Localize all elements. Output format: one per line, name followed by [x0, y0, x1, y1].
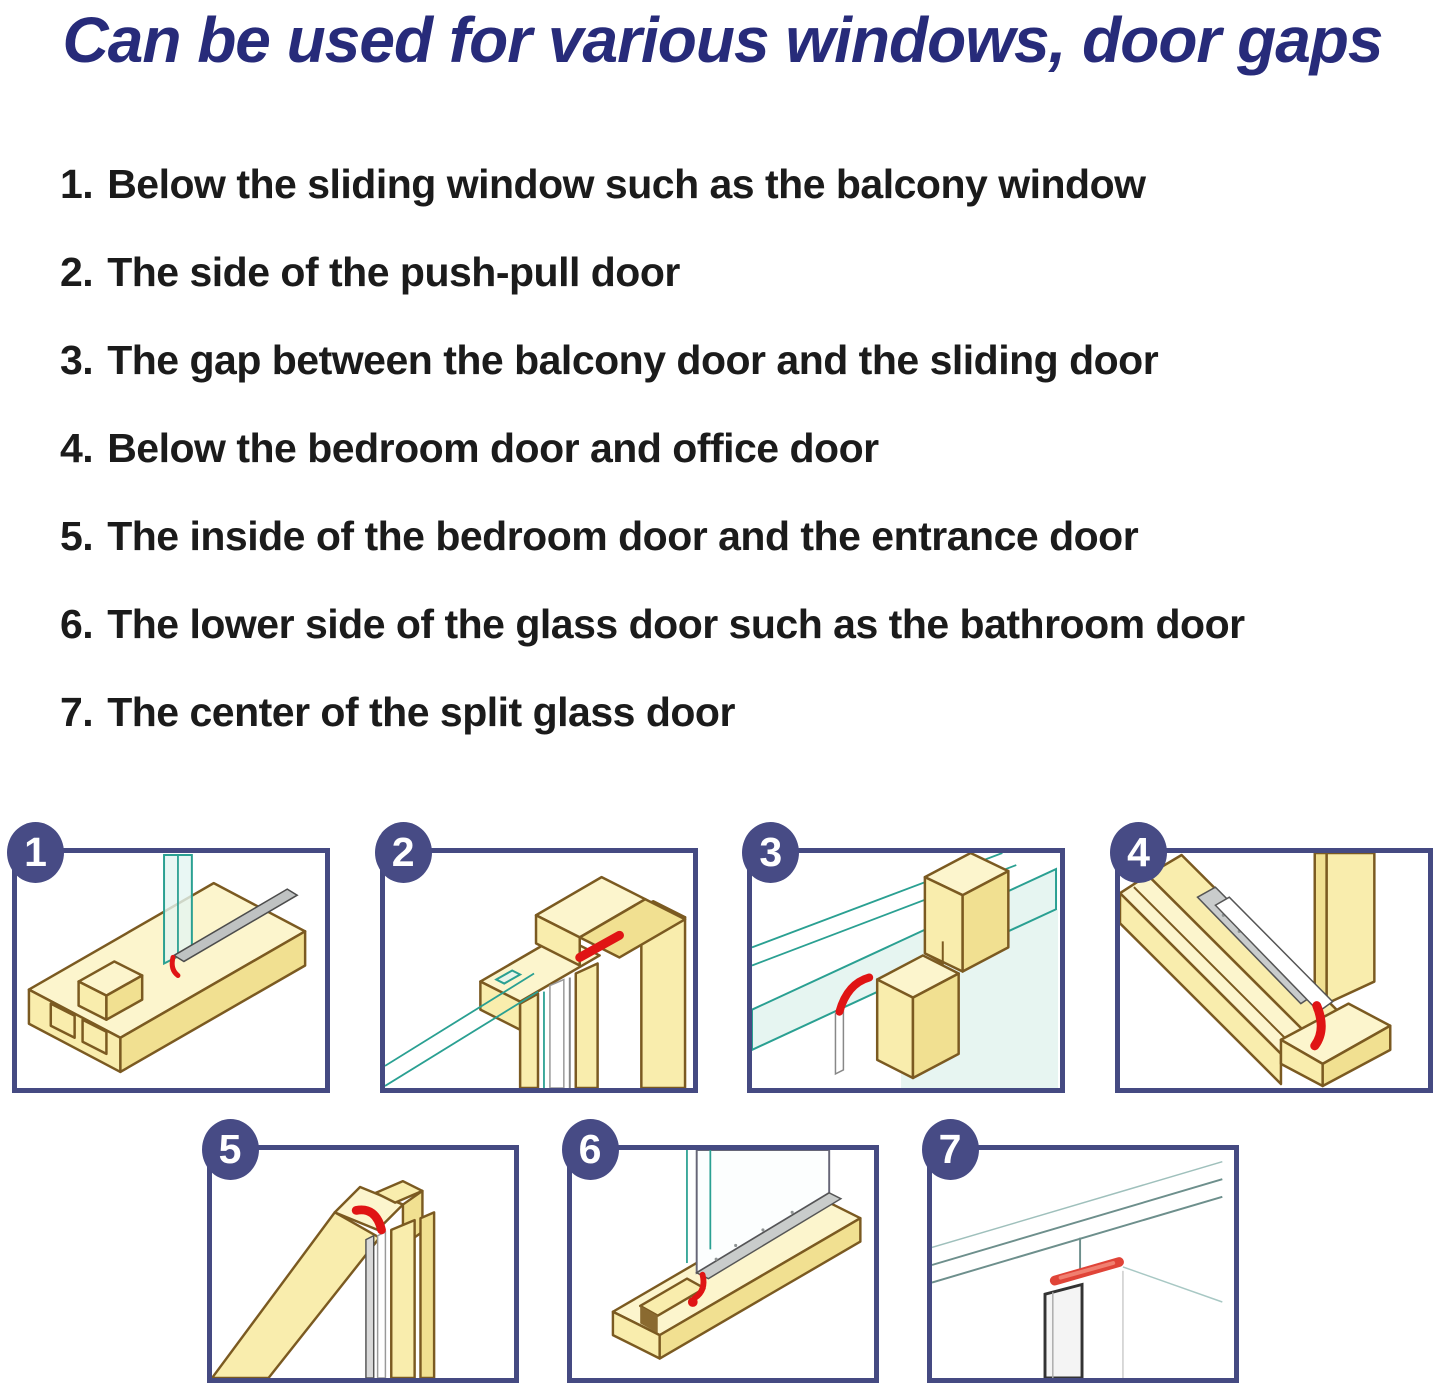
- number-badge: 5: [202, 1119, 259, 1180]
- list-item-number: 4.: [60, 424, 94, 471]
- usage-list: [60, 140, 1445, 756]
- list-item-text: The side of the push-pull door: [107, 248, 680, 295]
- number-badge: 2: [375, 822, 432, 883]
- bedroom-entrance-door-inside-illustration: [212, 1150, 514, 1378]
- list-item-text: The lower side of the glass door such as the bathroom door: [107, 600, 1245, 647]
- list-item: [60, 316, 1445, 404]
- bedroom-office-door-bottom-illustration: [1120, 853, 1428, 1088]
- list-item: [60, 228, 1445, 316]
- list-item: [60, 140, 1445, 228]
- list-item-text: Below the bedroom door and office door: [107, 424, 879, 471]
- list-item: [60, 668, 1445, 756]
- number-badge: 1: [7, 822, 64, 883]
- usage-panel-7: [927, 1125, 1239, 1383]
- list-item-text: Below the sliding window such as the balcony window: [107, 160, 1146, 207]
- number-badge: 4: [1110, 822, 1167, 883]
- list-item-number: 7.: [60, 688, 94, 735]
- usage-panel-3: [747, 828, 1065, 1093]
- push-pull-door-side-illustration: [385, 853, 693, 1088]
- list-item: [60, 492, 1445, 580]
- list-item: [60, 404, 1445, 492]
- number-badge: 7: [922, 1119, 979, 1180]
- number-badge: 6: [562, 1119, 619, 1180]
- list-item-text: The gap between the balcony door and the sliding door: [107, 336, 1159, 383]
- glass-door-lower-side-illustration: [572, 1150, 874, 1378]
- list-item-text: The center of the split glass door: [107, 688, 735, 735]
- list-item-text: The inside of the bedroom door and the entrance door: [107, 512, 1139, 559]
- panel-row-1: [0, 828, 1445, 1093]
- list-item-number: 5.: [60, 512, 94, 559]
- usage-panel-4: [1115, 828, 1433, 1093]
- list-item-number: 6.: [60, 600, 94, 647]
- list-item-number: 3.: [60, 336, 94, 383]
- list-item-number: 1.: [60, 160, 94, 207]
- page-title: Can be used for various windows, door gaps: [62, 4, 1383, 76]
- number-badge: 3: [742, 822, 799, 883]
- list-item-number: 2.: [60, 248, 94, 295]
- list-item: [60, 580, 1445, 668]
- balcony-door-sliding-door-gap-illustration: [752, 853, 1060, 1088]
- usage-panel-2: [380, 828, 698, 1093]
- panel-row-2: [0, 1125, 1445, 1383]
- usage-panel-5: [207, 1125, 519, 1383]
- sliding-window-bottom-track-illustration: [17, 853, 325, 1088]
- split-glass-door-center-illustration: [932, 1150, 1234, 1378]
- usage-panel-1: [12, 828, 330, 1093]
- usage-panel-6: [567, 1125, 879, 1383]
